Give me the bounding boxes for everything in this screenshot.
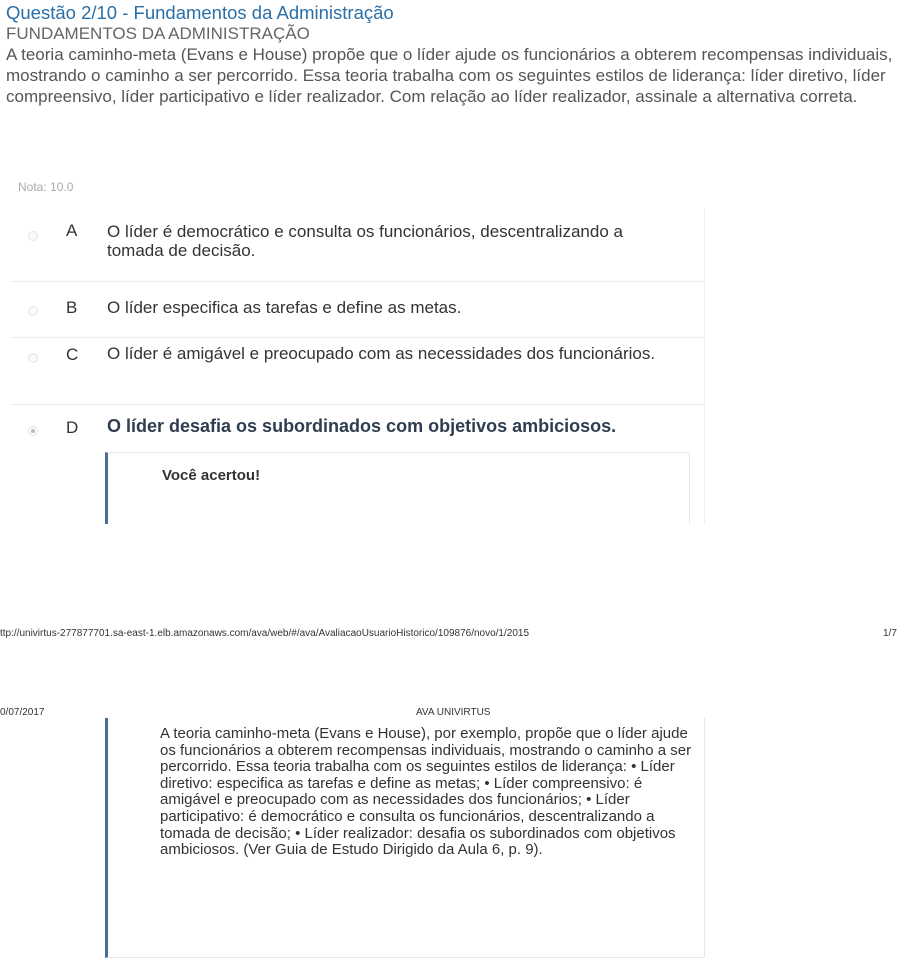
option-c-letter: C <box>66 345 79 364</box>
print-footer-url: ttp://univirtus-277877701.sa-east-1.elb.amazonaws.com/ava/web/#/ava/AvaliacaoUsuarioHistorico/109876/novo/1/2015 <box>0 628 530 639</box>
print-header-date: 0/07/2017 <box>0 707 45 718</box>
question-title: Questão 2/10 - Fundamentos da Administração <box>6 2 394 23</box>
radio-option-a[interactable] <box>28 231 38 241</box>
option-a-letter: A <box>66 221 78 240</box>
option-b-text: O líder especifica as tarefas e define as metas. <box>107 298 462 317</box>
question-subject: FUNDAMENTOS DA ADMINISTRAÇÃO <box>6 24 310 43</box>
question-text: A teoria caminho-meta (Evans e House) propõe que o líder ajude os funcionários a obterem recompensas individuais, mostrando o caminho a ser percorrido. Essa teoria trabalha com os seguintes estilos de liderança: líder diretivo, líder compreensivo, líder participativo e líder realizador. Com relação ao líder realizador, assinale a alternativa correta. <box>6 45 893 106</box>
option-b[interactable] <box>10 282 704 338</box>
option-b-letter: B <box>66 298 78 317</box>
option-d-letter: D <box>66 418 79 437</box>
option-c[interactable] <box>10 338 704 405</box>
feedback-box <box>105 452 690 524</box>
feedback-continuation <box>105 718 705 958</box>
option-d-text: O líder desafia os subordinados com objetivos ambiciosos. <box>107 416 617 436</box>
print-page-number: 1/7 <box>883 628 897 639</box>
option-a-text: O líder é democrático e consulta os funcionários, descentralizando a tomada de decisão. <box>107 222 623 260</box>
radio-option-b[interactable] <box>28 306 38 316</box>
feedback-title: Você acertou! <box>162 467 261 484</box>
answer-options <box>10 209 705 524</box>
radio-option-c[interactable] <box>28 353 38 363</box>
option-a[interactable] <box>10 209 704 282</box>
print-header-app: AVA UNIVIRTUS <box>416 707 491 718</box>
option-c-text: O líder é amigável e preocupado com as necessidades dos funcionários. <box>107 344 656 363</box>
radio-option-d-selected[interactable] <box>28 426 38 436</box>
grade-label: Nota: 10.0 <box>18 180 74 194</box>
feedback-text: A teoria caminho-meta (Evans e House), por exemplo, propõe que o líder ajude os funcionários a obterem recompensas individuais, mostrando o caminho a ser percorrido. Essa teoria trabalha com os seguintes estilos de liderança: • Líder diretivo: especifica as tarefas e define as metas; • Líder compreensivo: é amigável e preocupado com as necessidades dos funcionários; • Líder participativo: é democrático e consulta os funcionários, descentralizando a tomada de decisão; • Líder realizador: desafia os subordinados com objetivos ambiciosos. (Ver Guia de Estudo Dirigido da Aula 6, p. 9). <box>160 725 692 859</box>
